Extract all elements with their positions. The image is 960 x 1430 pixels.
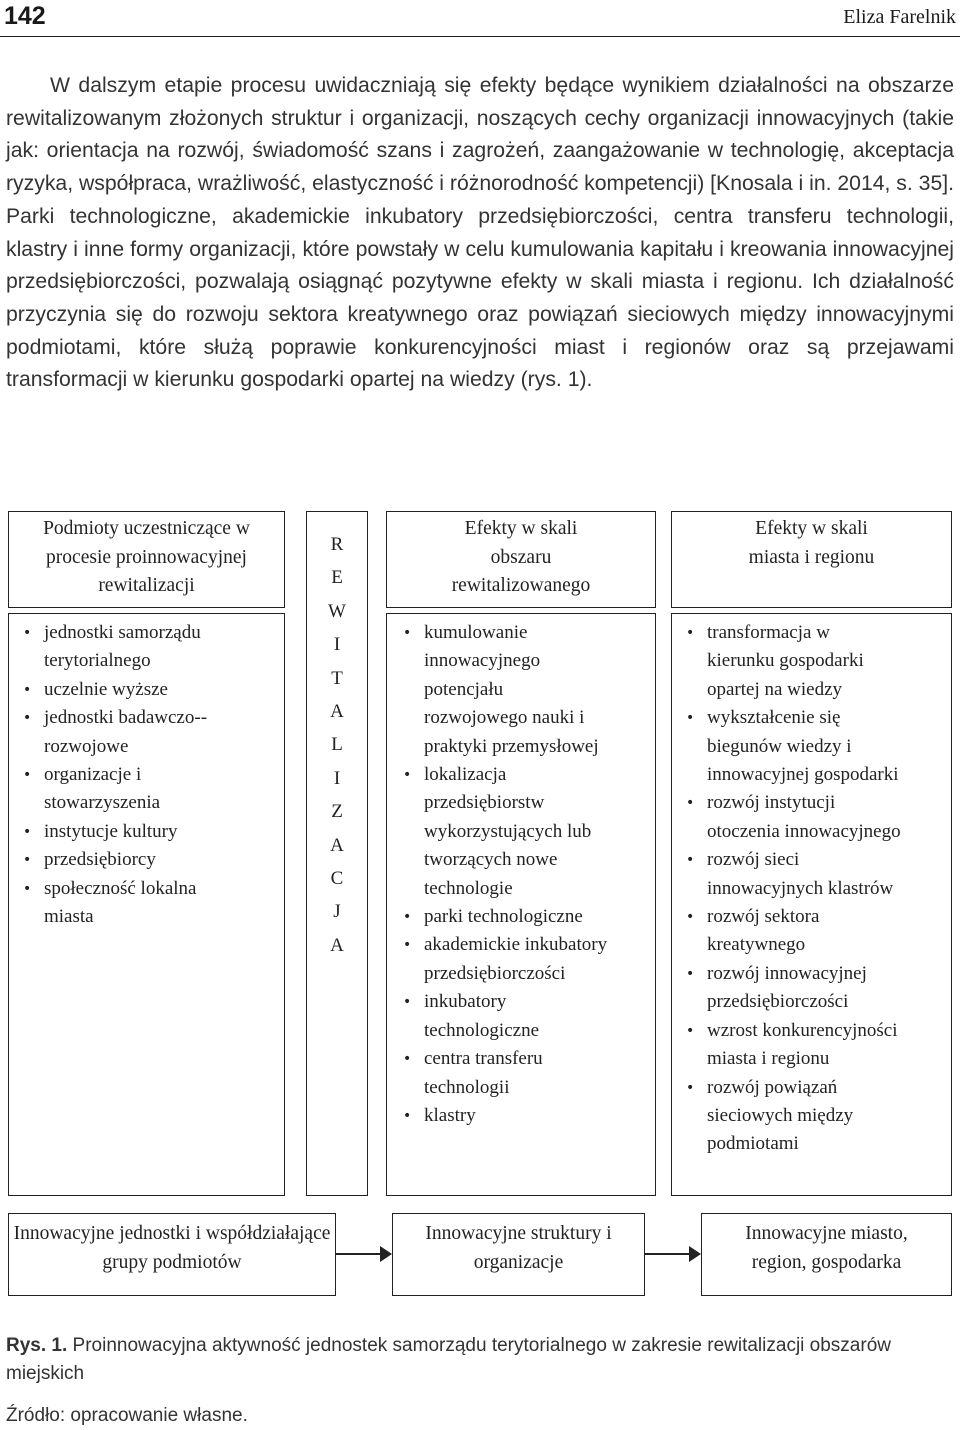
- city-effects-box: [671, 613, 952, 1196]
- header-box-participants: [8, 511, 285, 608]
- flow-structures-text: Innowacyjne struktury i organizacje: [425, 1223, 612, 1273]
- header-area-effects-text: Efekty w skali obszaru rewitalizowanego: [451, 518, 591, 596]
- vertical-letter: L: [331, 734, 343, 756]
- vertical-letter: C: [330, 868, 344, 890]
- running-head-author: Eliza Farelnik: [843, 6, 956, 28]
- vertical-letter: J: [333, 901, 341, 923]
- vertical-letter: Z: [331, 801, 343, 823]
- vertical-letter: T: [331, 667, 343, 689]
- vertical-letter: I: [333, 634, 341, 656]
- arrow-right-icon: [689, 1246, 701, 1262]
- vertical-letter: W: [328, 600, 346, 622]
- vertical-letter: A: [330, 834, 344, 856]
- area-effects-box: [386, 613, 656, 1196]
- body-paragraph: W dalszym etapie procesu uwidaczniają się efekty będące wynikiem działalności na obszarze rewitalizowanym złożonych struktur i organizacji, noszących cechy organizacji innowacyjnych (takie jak: orientacja na rozwój, świadomość szans i zagrożeń, zaangażowanie w technologię, akceptacja ryzyka, współpraca, wrażliwość, elastyczność i różnorodność kompetencji) [Knosala i in. 2014, s. 35]. Parki technologiczne, akademickie inkubatory przedsiębiorczości, centra transferu technologii, klastry i inne formy organizacji, które powstały w celu kumulowania kapitału i kreowania innowacyjnej przedsiębiorczości, pozwalają osiągnąć pozytywne efekty w skali miasta i regionu. Ich działalność przyczynia się do rozwoju sektora kreatywnego oraz powiązań sieciowych między innowacyjnymi podmiotami, które służą poprawie konkurencyjności miast i regionów oraz są przejawami transformacji w kierunku gospodarki opartej na wiedzy (rys. 1).: [6, 74, 954, 392]
- flow-units-text: Innowacyjne jednostki i współdziałające grupy podmiotów: [13, 1223, 331, 1273]
- vertical-letter: A: [330, 701, 344, 723]
- list-item: • rozwój sektora kreatywnego: [686, 903, 901, 960]
- vertical-letter: E: [331, 567, 343, 589]
- participants-list: [9, 614, 233, 931]
- list-item: • lokalizacja przedsiębiorstw wykorzystujących lub tworzących nowe technologie: [403, 761, 608, 903]
- participants-box: [8, 613, 285, 1196]
- list-item: • inkubatory technologiczne: [403, 988, 608, 1045]
- vertical-letter: R: [330, 534, 344, 555]
- header-box-city-effects: [671, 511, 952, 608]
- revitalization-column: [306, 511, 368, 1196]
- figure-caption: [6, 1332, 954, 1388]
- list-item: • wzrost konkurencyjności miasta i regionu: [686, 1017, 901, 1074]
- list-item: • jednostki samorządu terytorialnego: [23, 619, 223, 676]
- list-item: • rozwój sieci innowacyjnych klastrów: [686, 846, 901, 903]
- flow-city-text: Innowacyjne miasto, region, gospodarka: [745, 1223, 908, 1273]
- flow-box-city: [701, 1213, 952, 1296]
- list-item: • rozwój innowacyjnej przedsiębiorczości: [686, 960, 901, 1017]
- list-item: • wykształcenie się biegunów wiedzy i innowacyjnej gospodarki: [686, 704, 901, 789]
- flow-box-structures: [392, 1213, 645, 1296]
- figure-source: Źródło: opracowanie własne.: [6, 1405, 248, 1426]
- page-number: 142: [4, 2, 46, 30]
- arrow-right-icon: [380, 1246, 392, 1262]
- city-effects-list: [672, 614, 909, 1159]
- vertical-letter: A: [330, 934, 344, 956]
- caption-text: Proinnowacyjna aktywność jednostek samorządu terytorialnego w zakresie rewitalizacji obszarów miejskich: [6, 1335, 891, 1384]
- area-effects-list: [387, 614, 616, 1130]
- caption-label: Rys. 1.: [6, 1335, 68, 1356]
- vertical-letter: I: [333, 767, 341, 789]
- list-item: • transformacja w kierunku gospodarki opartej na wiedzy: [686, 619, 901, 704]
- list-item: • organizacje i stowarzyszenia: [23, 761, 223, 818]
- arrow-line-2: [645, 1253, 689, 1255]
- list-item: • instytucje kultury: [23, 818, 223, 846]
- list-item: • społeczność lokalna miasta: [23, 875, 223, 932]
- list-item: • akademickie inkubatory przedsiębiorczości: [403, 931, 608, 988]
- list-item: • jednostki badawczo--rozwojowe: [23, 704, 223, 761]
- list-item: • parki technologiczne: [403, 903, 608, 931]
- flow-box-units: [8, 1213, 336, 1296]
- header-rule: [0, 36, 960, 37]
- list-item: • rozwój instytucji otoczenia innowacyjnego: [686, 789, 901, 846]
- list-item: • centra transferu technologii: [403, 1045, 608, 1102]
- page-header: [0, 0, 960, 40]
- arrow-line-1: [336, 1253, 380, 1255]
- list-item: • klastry: [403, 1102, 608, 1130]
- list-item: • przedsiębiorcy: [23, 846, 223, 874]
- list-item: • rozwój powiązań sieciowych między podmiotami: [686, 1074, 901, 1159]
- header-participants-text: Podmioty uczestniczące w procesie proinnowacyjnej rewitalizacji: [43, 518, 250, 596]
- list-item: • uczelnie wyższe: [23, 676, 223, 704]
- list-item: • kumulowanie innowacyjnego potencjału rozwojowego nauki i praktyki przemysłowej: [403, 619, 608, 761]
- header-box-area-effects: [386, 511, 656, 608]
- header-city-effects-text: Efekty w skali miasta i regionu: [748, 518, 875, 568]
